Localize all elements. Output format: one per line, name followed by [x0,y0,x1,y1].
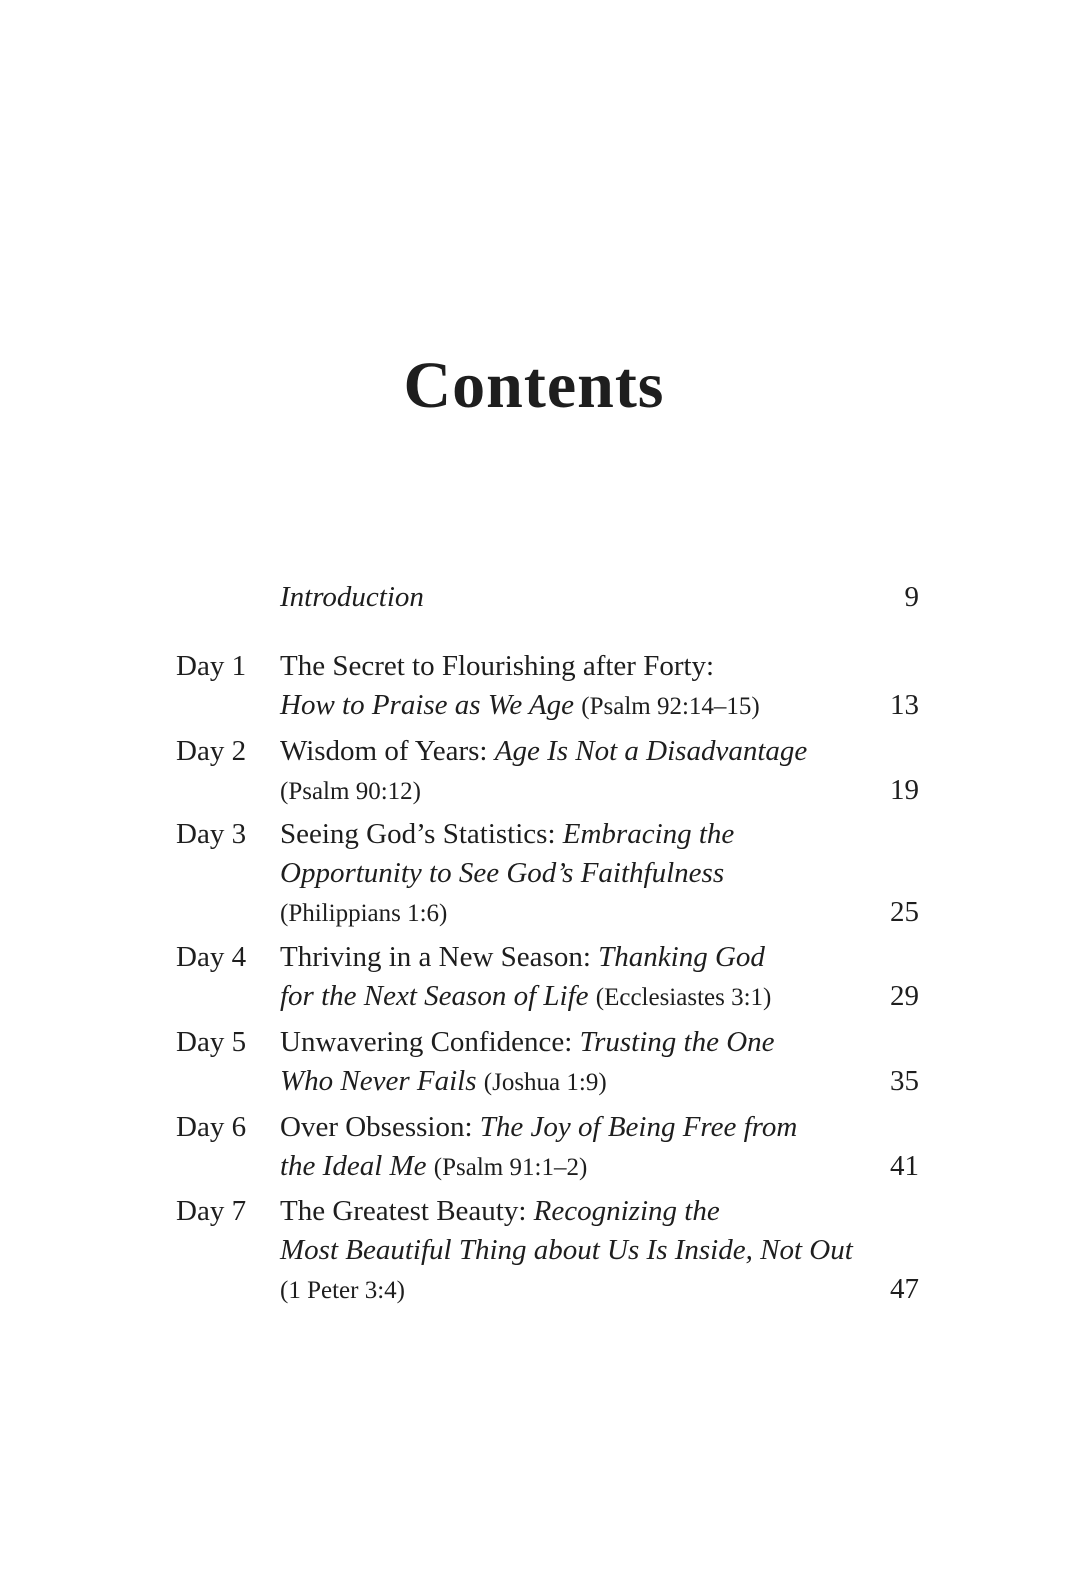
scripture-reference: (Psalm 90:12) [280,778,421,805]
entry-title: Seeing God’s Statistics: [280,818,556,850]
page-title: Contents [403,349,665,422]
page-number: 19 [890,774,919,806]
introduction-page-number: 9 [904,581,919,613]
page-number: 41 [890,1150,919,1182]
day-label: Day 2 [176,735,247,767]
toc-entry-day-1[interactable] [0,647,1068,725]
scripture-reference: (Ecclesiastes 3:1) [595,984,772,1011]
entry-title: The Secret to Flourishing after Forty: [280,650,715,682]
scripture-reference: (Philippians 1:6) [280,900,448,927]
scripture-reference: (Joshua 1:9) [483,1069,607,1096]
toc-entry-day-6[interactable] [0,1108,1068,1186]
toc-entry-introduction[interactable] [0,578,1068,617]
day-label: Day 5 [176,1026,247,1058]
entry-title: Thriving in a New Season: [280,941,591,973]
entry-title: The Greatest Beauty: [280,1195,527,1227]
entry-subtitle-start: Thanking God [598,941,765,973]
entry-subtitle-end: for the Next Season of Life [280,980,589,1012]
introduction-label: Introduction [280,581,424,613]
entry-subtitle-start: Recognizing the [533,1195,720,1227]
entry-subtitle-end: Who Never Fails [280,1065,477,1097]
toc-entry-day-7[interactable] [0,1192,1068,1309]
day-label: Day 4 [176,941,247,973]
day-label: Day 3 [176,818,247,850]
page-number: 29 [890,980,919,1012]
day-label: Day 1 [176,650,247,682]
toc-entry-day-2[interactable] [0,732,1068,810]
entry-subtitle-start: The Joy of Being Free from [479,1111,798,1143]
day-label: Day 7 [176,1195,247,1227]
entry-subtitle: How to Praise as We Age [280,689,575,721]
toc-entry-day-4[interactable] [0,938,1068,1016]
toc-entry-day-3[interactable] [0,815,1068,932]
entry-subtitle-start: Embracing the [562,818,735,850]
scripture-reference: (Psalm 92:14–15) [581,693,760,720]
entry-title: Unwavering Confidence: [280,1026,573,1058]
day-label: Day 6 [176,1111,247,1143]
entry-title: Wisdom of Years: [280,735,488,767]
entry-subtitle-start: Trusting the One [579,1026,775,1058]
scripture-reference: (Psalm 91:1–2) [433,1154,588,1181]
page-number: 25 [890,896,919,928]
page-number: 47 [890,1273,919,1305]
entry-subtitle-end: the Ideal Me [280,1150,427,1182]
entry-subtitle: Age Is Not a Disadvantage [494,735,808,767]
entry-title: Over Obsession: [280,1111,473,1143]
scripture-reference: (1 Peter 3:4) [280,1277,405,1304]
toc-entry-day-5[interactable] [0,1023,1068,1101]
page-number: 35 [890,1065,919,1097]
page-number: 13 [890,689,919,721]
entry-subtitle-end: Opportunity to See God’s Faithfulness [280,857,725,889]
entry-subtitle-end: Most Beautiful Thing about Us Is Inside, Not Out [280,1234,853,1266]
